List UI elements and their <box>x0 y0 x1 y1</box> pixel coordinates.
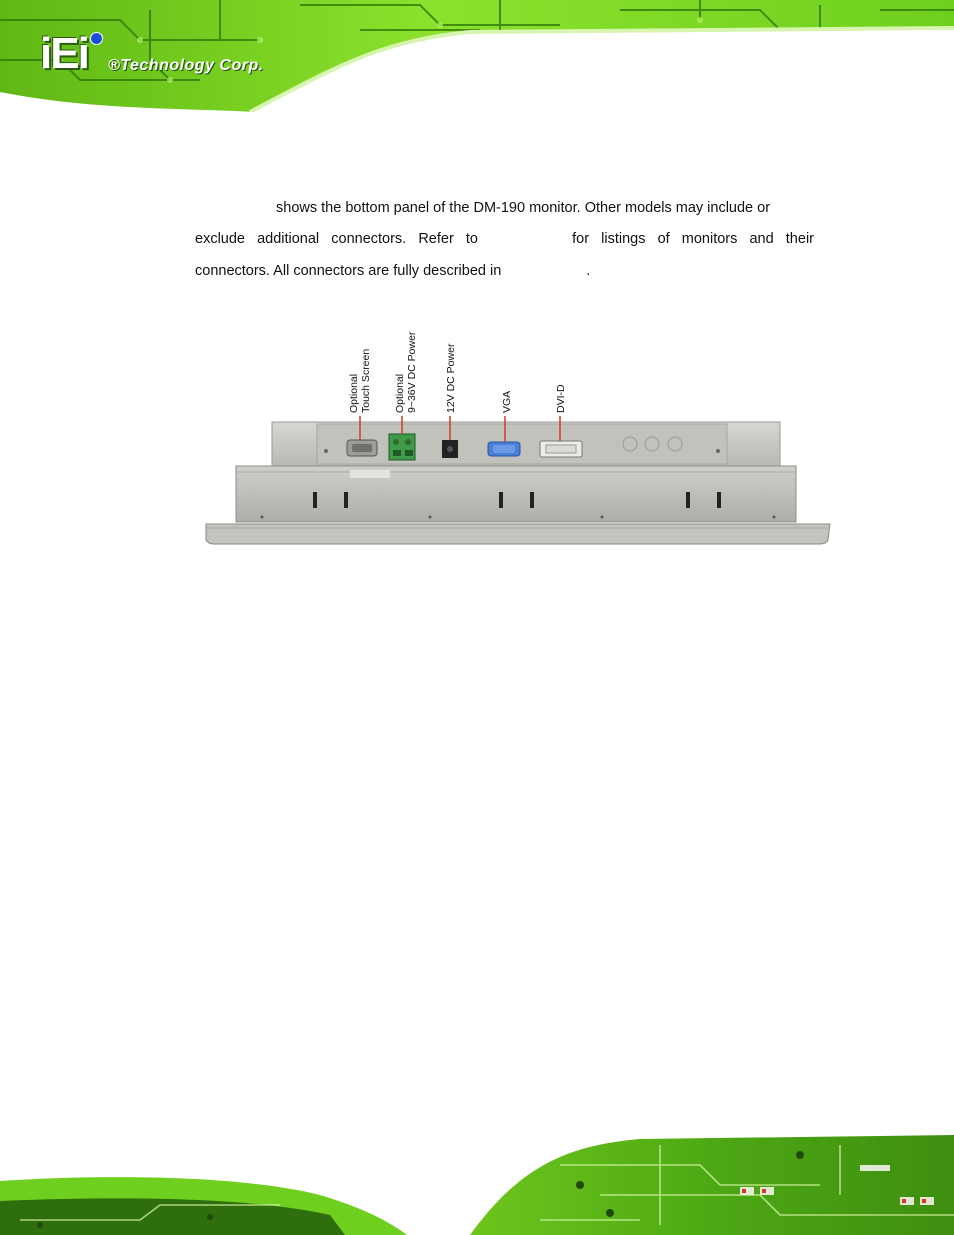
word: exclude <box>195 231 245 247</box>
word: additional <box>257 231 320 247</box>
logo-text: ®Technology Corp. <box>108 57 264 74</box>
word: and <box>749 231 774 247</box>
bottom-panel-figure <box>200 320 840 550</box>
page-footer <box>0 1125 954 1235</box>
circuit-board-banner <box>0 0 954 112</box>
label-dc-936-line2: 9~36V DC Power <box>406 331 418 413</box>
word: for <box>572 231 590 247</box>
paragraph-line-3-end: . <box>586 263 591 279</box>
paragraph-line-3 <box>195 261 814 281</box>
label-dc-12v: 12V DC Power <box>445 343 457 413</box>
logo-dot-icon <box>90 32 103 45</box>
word: Refer <box>418 231 454 247</box>
label-touch-screen-line2: Touch Screen <box>360 348 372 413</box>
label-vga: VGA <box>501 390 513 413</box>
paragraph-line-2 <box>195 229 814 249</box>
label-dc-936-line1: Optional <box>394 373 406 413</box>
word: listings <box>601 231 646 247</box>
label-touch-screen-line1: Optional <box>348 373 360 413</box>
word: monitors <box>681 231 738 247</box>
paragraph-line-1: shows the bottom panel of the DM-190 monitor. Other models may include or <box>276 200 771 216</box>
paragraph-line-3-text: connectors. All connectors are fully described in <box>195 263 502 279</box>
word: connectors. <box>331 231 407 247</box>
word: their <box>785 231 814 247</box>
word: of <box>657 231 670 247</box>
page-header <box>0 0 954 112</box>
label-dvi-d: DVI-D <box>555 384 567 413</box>
logo-letters: iEi <box>40 29 88 78</box>
cross-reference-gap <box>490 229 560 249</box>
monitor-bottom-panel-drawing <box>200 320 840 550</box>
word: to <box>465 231 478 247</box>
circuit-board-footer <box>0 1125 954 1235</box>
